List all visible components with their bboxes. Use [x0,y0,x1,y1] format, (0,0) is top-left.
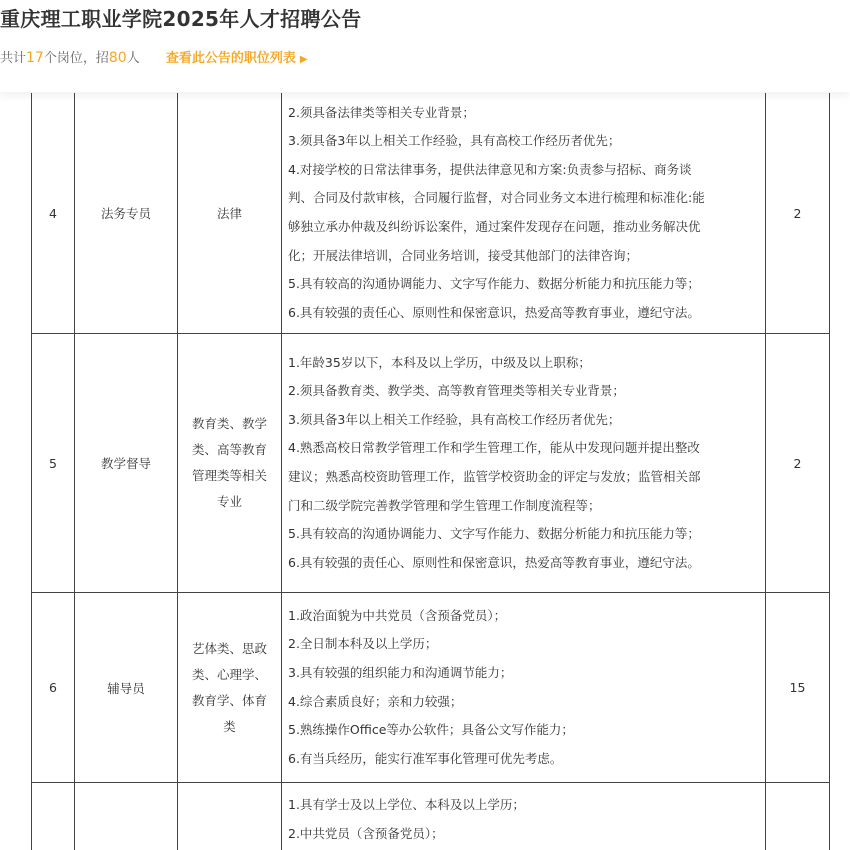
row-number [32,783,75,850]
positions-table-container [0,93,850,850]
requirement-line: 判、合同及付款审核，合同履行监督，对合同业务文本进行梳理和标准化:能 [288,190,705,206]
job-requirements [282,93,766,334]
table-row [32,593,830,783]
major-line: 教育类、教学 [191,416,267,431]
row-number: 5 [32,334,75,593]
requirement-line: 4.熟悉高校日常教学管理工作和学生管理工作，能从中发现问题并提出整改 [288,440,700,456]
requirement-line: 1.具有学士及以上学位、本科及以上学历； [288,797,525,812]
hiring-count [766,783,830,850]
requirement-line: 6.具有较强的责任心、原则性和保密意识，热爱高等教育事业，遵纪守法。 [288,304,700,320]
major-line: 专业 [216,494,242,509]
job-requirements [282,334,766,593]
positions-count: 17 [26,50,44,66]
requirement-line: 6.有当兵经历，能实行准军事化管理可优先考虑。 [288,750,563,766]
requirement-line: 2.全日制本科及以上学历； [288,636,438,652]
major-line: 类、心理学、 [191,666,267,682]
position-name: 法务专员 [75,93,178,334]
requirement-line: 建议；熟悉高校资助管理工作，监管学校资助金的评定与发放；监管相关部 [288,469,701,484]
page-title: 重庆理工职业学院2025年人才招聘公告 [0,7,362,31]
major-line: 管理类等相关 [191,468,267,483]
play-arrow-icon: ▶ [299,54,308,65]
recruitment-summary [0,47,308,66]
major-line: 艺体类、思政 [191,640,267,656]
major-line: 类 [223,718,236,734]
hiring-count: 2 [766,334,830,593]
position-list-link[interactable] [166,51,308,66]
people-count: 80 [108,50,127,66]
row-number: 4 [32,93,75,334]
major-requirement [178,593,282,783]
requirement-line: 3.具有较强的组织能力和沟通调节能力； [288,664,513,680]
position-name: 辅导员 [75,593,178,783]
major-line: 教育学、体育 [191,692,267,708]
requirement-line: 1.政治面貌为中共党员（含预备党员）； [288,607,507,623]
position-list-link-label: 查看此公告的职位列表 [165,51,296,66]
table-row [32,334,830,593]
position-name [75,783,178,850]
job-requirements [282,593,766,783]
requirement-line: 4.对接学校的日常法律事务，提供法律意见和方案:负责参与招标、商务谈 [288,161,692,177]
requirement-line: 3.须具备3年以上相关工作经验，具有高校工作经历者优先； [288,133,621,149]
summary-prefix: 共计 [0,51,27,66]
row-number: 6 [32,593,75,783]
hiring-count: 15 [766,593,830,783]
summary-mid: 个岗位，招 [43,51,109,66]
requirement-line: 5.熟练操作Office等办公软件；具备公文写作能力； [288,722,574,738]
requirement-line: 化；开展法律培训，合同业务培训，接受其他部门的法律咨询； [288,247,639,263]
requirement-line: 5.具有较高的沟通协调能力、文字写作能力、数据分析能力和抗压能力等； [288,526,700,542]
positions-table [31,93,830,850]
job-requirements [282,783,766,850]
requirement-line: 够独立承办仲裁及纠纷诉讼案件，通过案件发现存在问题，推动业务解决优 [288,219,701,234]
requirement-line: 3.须具备3年以上相关工作经验，具有高校工作经历者优先； [288,411,621,427]
table-row [32,783,830,850]
requirement-line: 2.须具备教育类、教学类、高等教育管理类等相关专业背景； [288,383,625,399]
requirement-line: 4.综合素质良好；亲和力较强； [288,693,463,709]
requirement-line: 5.具有较高的沟通协调能力、文字写作能力、数据分析能力和抗压能力等； [288,276,700,292]
position-name: 教学督导 [75,334,178,593]
requirement-line: 6.具有较强的责任心、原则性和保密意识，热爱高等教育事业，遵纪守法。 [288,554,700,570]
summary-suffix: 人 [126,51,140,66]
major-requirement: 法律 [178,93,282,334]
requirement-line: 2.中共党员（含预备党员）； [288,825,444,841]
major-line: 类、高等教育 [191,442,267,457]
requirement-line: 门和二级学院完善教学管理和学生管理工作制度流程等； [288,497,601,513]
major-requirement [178,334,282,593]
requirement-line: 2.须具备法律类等相关专业背景； [288,104,475,120]
notice-header [0,0,850,92]
major-requirement [178,783,282,850]
table-row [32,93,830,334]
hiring-count: 2 [766,93,830,334]
requirement-line: 1.年龄35岁以下，本科及以上学历，中级及以上职称； [288,354,591,370]
